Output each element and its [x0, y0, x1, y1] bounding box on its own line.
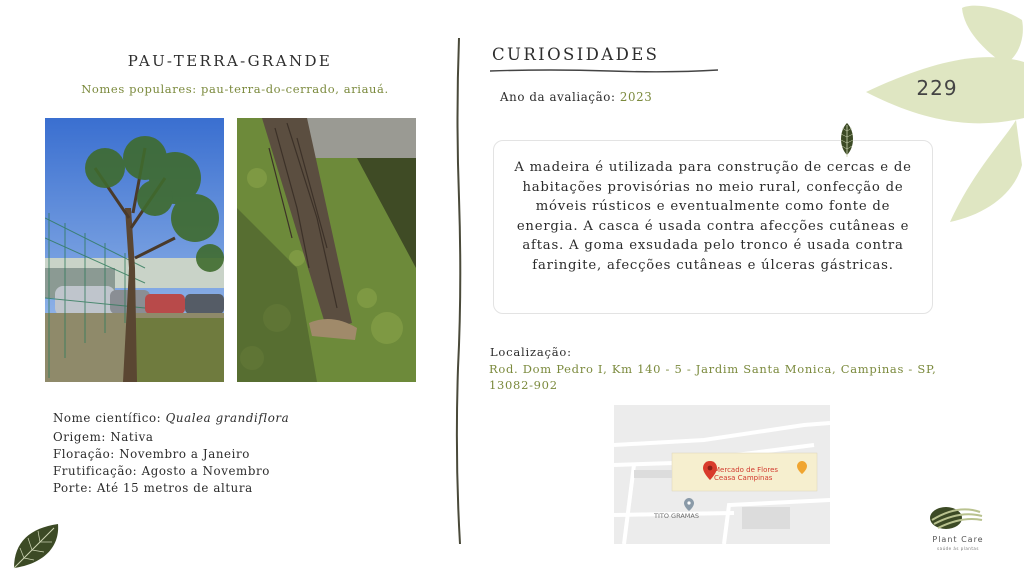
map-place-line2: Ceasa Campinas [714, 474, 773, 482]
curiosities-title: CURIOSIDADES [492, 45, 660, 64]
popular-names [40, 82, 430, 96]
evaluation-year-label: Ano da avaliação: [500, 90, 616, 104]
species-facts [53, 410, 433, 497]
location-map[interactable] [614, 405, 830, 544]
map-place-line1: Mercado de Flores [714, 466, 779, 474]
location-address: Rod. Dom Pedro I, Km 140 - 5 - Jardim Santa Monica, Campinas - SP, 13082-902 [489, 362, 937, 392]
scientific-name-row [53, 410, 433, 427]
tree-photo-2-image [237, 118, 416, 382]
map-secondary-label: TITO GRAMAS [654, 512, 699, 520]
brand-tagline: saúde às plantas [937, 546, 979, 551]
map-place-label [714, 466, 778, 482]
popular-names-value: pau-terra-do-cerrado, ariauá. [201, 82, 389, 96]
curiosities-underline [490, 67, 718, 75]
flowering-row: Floração: Novembro a Janeiro [53, 447, 250, 461]
scientific-name-label: Nome científico: [53, 411, 162, 425]
scientific-name-value: Qualea grandiflora [165, 411, 290, 425]
evaluation-year-value: 2023 [619, 90, 653, 104]
leaf-icon [10, 522, 62, 570]
popular-names-label: Nomes populares: [81, 82, 197, 96]
tree-photo-1-image [45, 118, 224, 382]
leaves-decoration-icon [864, 0, 1024, 225]
column-divider [452, 38, 466, 544]
tree-photo-2 [237, 118, 416, 382]
tree-photo-1 [45, 118, 224, 382]
leaf-icon [837, 123, 857, 157]
brand-name: Plant Care [932, 535, 984, 544]
brand-logo [918, 502, 998, 558]
fruiting-row: Frutificação: Agosto a Novembro [53, 464, 270, 478]
page-number: 229 [916, 76, 958, 100]
species-title: PAU-TERRA-GRANDE [127, 52, 333, 70]
curiosities-text: A madeira é utilizada para construção de cercas e de habitações provisórias no meio rural, confecção de móveis rústicos e eventualmente como fonte de energia. A casca é usada contra afecções cutâneas e aftas. A goma exsudada pelo tronco é usada contra faringite, afecções cutâneas e úlceras gástricas. [514, 160, 912, 273]
plant-care-logo-icon [918, 502, 998, 534]
evaluation-year [500, 90, 652, 104]
size-row: Porte: Até 15 metros de altura [53, 481, 253, 495]
location-label: Localização: [490, 345, 572, 359]
origin-row: Origem: Nativa [53, 430, 154, 444]
